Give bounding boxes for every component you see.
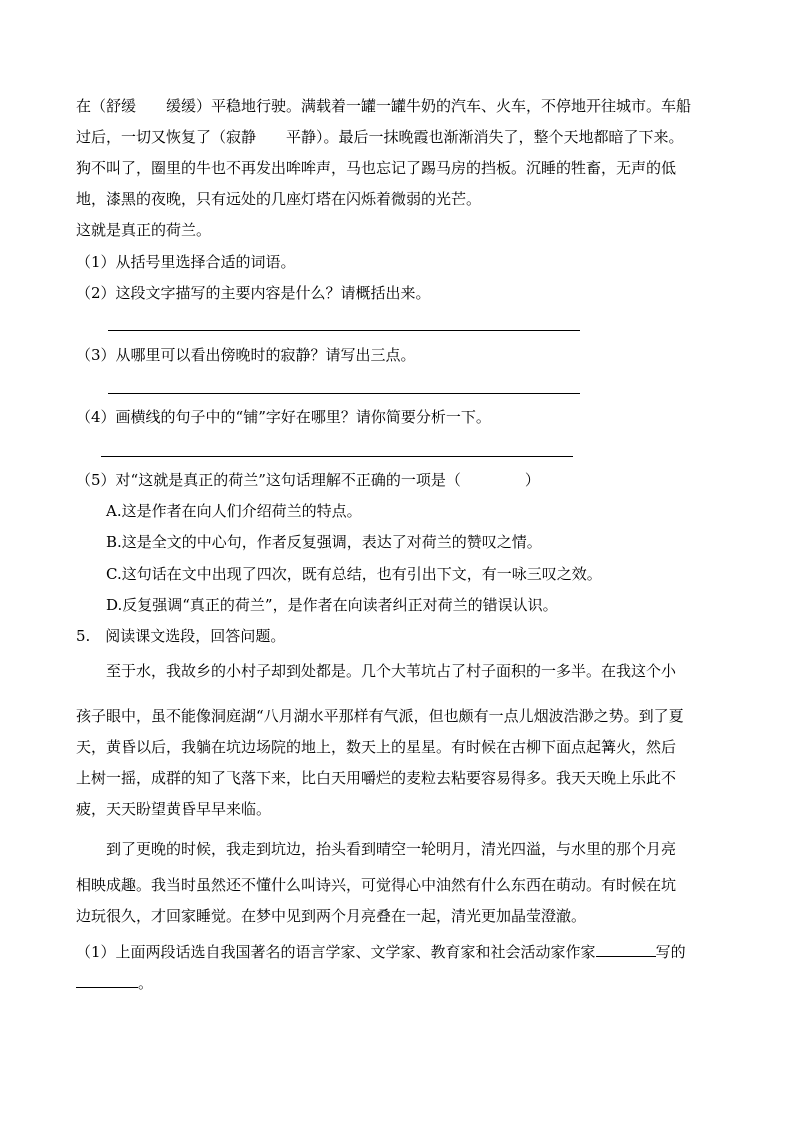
passage-line: 天，黄昏以后，我躺在坑边场院的地上，数天上的星星。有时候在古柳下面点起篝火，然后 (76, 738, 677, 756)
answer-line-q4[interactable] (101, 456, 573, 457)
passage-line: 边玩很久，才回家睡觉。在梦中见到两个月亮叠在一起，清光更加晶莹澄澈。 (76, 907, 587, 925)
passage-line: 狗不叫了，圈里的牛也不再发出哞哞声，马也忘记了踢马房的挡板。沉睡的牲畜，无声的低 (76, 159, 677, 177)
question-text: （1）上面两段话选自我国著名的语言学家、文学家、教育家和社会活动家作家 (76, 943, 596, 961)
answer-line-q3[interactable] (108, 393, 580, 394)
passage-line: 过后，一切又恢复了（寂静 平静）。最后一抹晚霞也渐渐消失了，整个天地都暗了下来。 (76, 128, 684, 146)
question-5-close: ） (524, 471, 540, 489)
passage-line: 地，漆黑的夜晚，只有远处的几座灯塔在闪烁着微弱的光芒。 (76, 190, 482, 208)
question-1: （1）从括号里选择合适的词语。 (76, 253, 296, 271)
section-heading: 5. 阅读课文选段，回答问题。 (76, 627, 286, 645)
section5-question-1 (76, 941, 686, 962)
question-text-end: 。 (138, 974, 154, 992)
passage-line: 相映成趣。我当时虽然还不懂什么叫诗兴，可觉得心中油然有什么东西在萌动。有时候在坑 (76, 876, 677, 894)
option-b: B.这是全文的中心句，作者反复强调，表达了对荷兰的赞叹之情。 (106, 533, 542, 551)
question-text-mid: 写的 (655, 943, 686, 961)
question-5-text: （5）对“这就是真正的荷兰”这句话理解不正确的一项是（ (76, 471, 461, 489)
option-d: D.反复强调“真正的荷兰”，是作者在向读者纠正对荷兰的错误认识。 (106, 596, 558, 614)
section5-question-1-cont (76, 972, 153, 993)
passage-line: 在（舒缓 缓缓）平稳地行驶。满载着一罐一罐牛奶的汽车、火车，不停地开往城市。车船 (76, 97, 692, 115)
passage-line: 孩子眼中，虽不能像洞庭湖“八月湖水平那样有气派，但也颇有一点儿烟波浩渺之势。到了夏 (76, 707, 684, 725)
option-c: C.这句话在文中出现了四次，既有总结，也有引出下文，有一咏三叹之效。 (106, 565, 602, 583)
answer-line-q2[interactable] (108, 330, 580, 331)
passage-line: 至于水，我故乡的小村子却到处都是。几个大苇坑占了村子面积的一多半。在我这个小 (106, 662, 677, 680)
passage-line: 到了更晚的时候，我走到坑边，抬头看到晴空一轮明月，清光四溢，与水里的那个月亮 (106, 840, 677, 858)
answer-blank-author[interactable] (596, 941, 656, 957)
answer-blank-work[interactable] (76, 972, 138, 988)
question-4: （4）画横线的句子中的“铺”字好在哪里？请你简要分析一下。 (76, 408, 491, 426)
option-a: A.这是作者在向人们介绍荷兰的特点。 (106, 502, 362, 520)
question-3: （3）从哪里可以看出傍晚时的寂静？请写出三点。 (76, 346, 416, 364)
question-2: （2）这段文字描写的主要内容是什么？请概括出来。 (76, 284, 431, 302)
question-5 (76, 470, 540, 490)
passage-line: 上树一摇，成群的知了飞落下来，比白天用嚼烂的麦粒去粘要容易得多。我天天晚上乐此不 (76, 769, 677, 787)
passage-line: 这就是真正的荷兰。 (76, 221, 212, 239)
passage-line: 疲，天天盼望黄昏早早来临。 (76, 800, 272, 818)
